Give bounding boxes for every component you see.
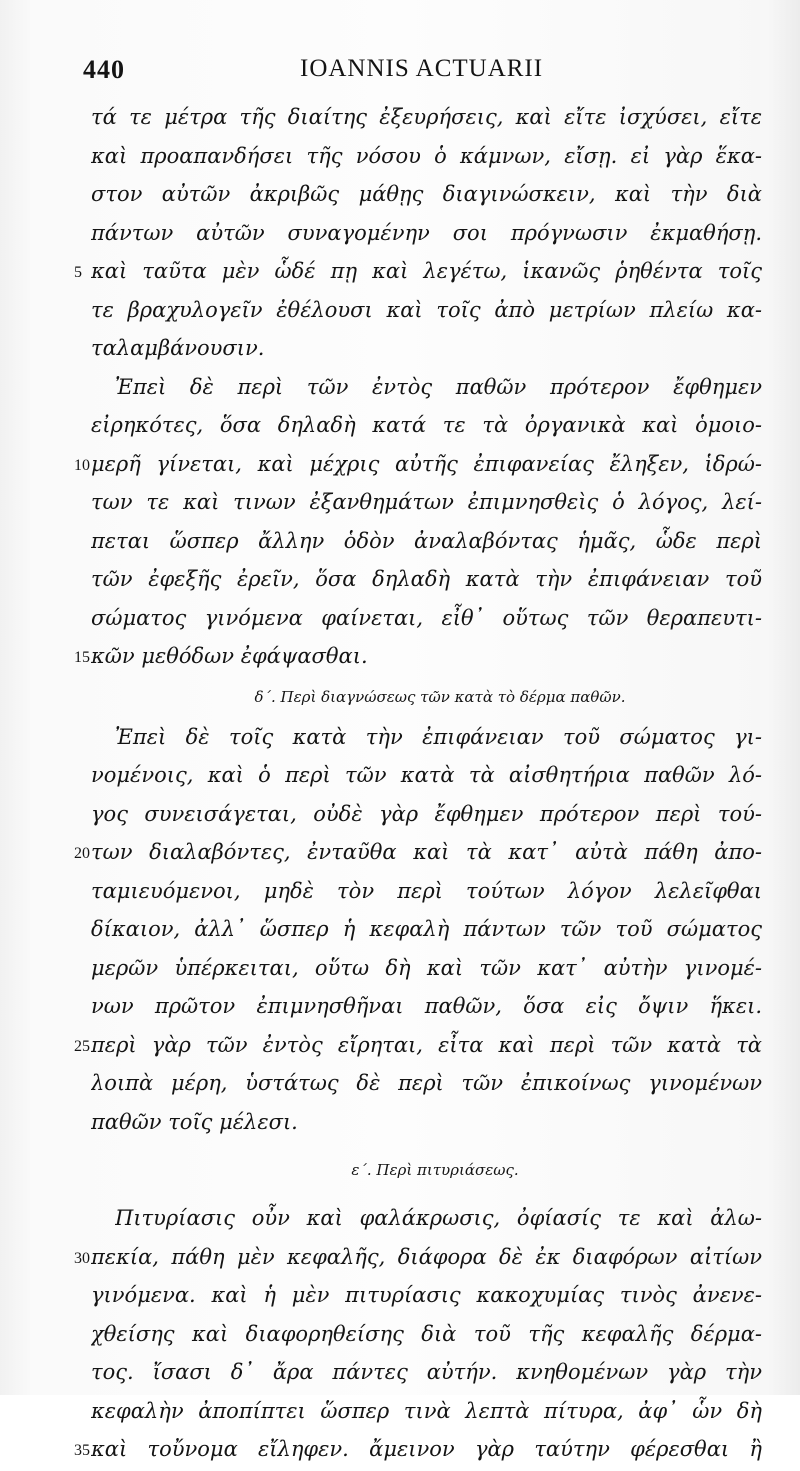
text-line <box>0 1064 800 1103</box>
text-line <box>0 718 800 757</box>
line-text: Ἐπεὶ δὲ περὶ τῶν ἐντὸς παθῶν πρότερον ἔφθημεν <box>115 374 762 399</box>
text-line <box>0 483 800 522</box>
text-line <box>0 795 800 834</box>
line-text: μερῶν ὑπέρκειται, οὕτω δὴ καὶ τῶν κατ᾽ αὐτὴν γινομέ- <box>91 955 762 980</box>
text-line <box>0 329 800 368</box>
line-text: τῶν ἐφεξῆς ἐρεῖν, ὅσα δηλαδὴ κατὰ τὴν ἐπιφάνειαν τοῦ <box>91 567 762 591</box>
text-line <box>0 137 800 176</box>
text-line <box>0 599 800 638</box>
text-line <box>0 522 800 561</box>
text-line <box>0 872 800 911</box>
line-number: 10 <box>74 456 90 474</box>
text-line <box>0 1199 800 1238</box>
line-text: πεκία, πάθη μὲν κεφαλῆς, διάφορα δὲ ἐκ διαφόρων αἰτίων <box>91 1244 762 1269</box>
line-text: περὶ γὰρ τῶν ἐντὸς εἴρηται, εἶτα καὶ περὶ τῶν κατὰ τὰ <box>91 1032 762 1057</box>
running-title: IOANNIS ACTUARII <box>300 55 544 82</box>
line-text: πάντων αὐτῶν συναγομένην σοι πρόγνωσιν ἐκμαθήσῃ. <box>91 220 762 245</box>
line-number: 35 <box>74 1442 90 1459</box>
line-text: τά τε μέτρα τῆς διαίτης ἐξευρήσεις, καὶ εἴτε ἰσχύσει, εἴτε <box>91 105 762 129</box>
text-line <box>0 987 800 1026</box>
line-text: των τε καὶ τινων ἐξανθημάτων ἐπιμνησθεὶς ὁ λόγος, λεί- <box>91 490 762 514</box>
text-line <box>0 949 800 988</box>
section-heading-text: ε΄. Περὶ πιτυριάσεως. <box>351 1161 519 1179</box>
line-text: λοιπὰ μέρη, ὑστάτως δὲ περὶ τῶν ἐπικοίνως γινομένων <box>91 1071 762 1095</box>
line-text: σώματος γινόμενα φαίνεται, εἶθ᾽ οὕτως τῶν θεραπευτι- <box>91 605 762 630</box>
line-number: 20 <box>74 845 90 862</box>
line-text: στον αὐτῶν ἀκριβῶς μάθῃς διαγινώσκειν, καὶ τὴν διὰ <box>91 182 762 206</box>
line-text: τε βραχυλογεῖν ἐθέλουσι καὶ τοῖς ἀπὸ μετρίων πλείω κα- <box>91 297 762 322</box>
line-text: πεται ὥσπερ ἄλλην ὁδὸν ἀναλαβόντας ἡμᾶς, ὧδε περὶ <box>91 528 762 553</box>
line-text: τος. ἴσασι δ᾽ ἄρα πάντες αὐτήν. κνηθομένων γὰρ τὴν <box>91 1360 762 1384</box>
text-line <box>0 1276 800 1315</box>
text-line <box>0 252 800 291</box>
section-gap <box>0 1141 800 1149</box>
line-text: γος συνεισάγεται, οὐδὲ γὰρ ἔφθημεν πρότερον περὶ τού- <box>91 801 762 826</box>
section-heading <box>0 676 800 718</box>
page-number: 440 <box>83 55 125 84</box>
section-gap <box>0 1191 800 1199</box>
text-line <box>0 214 800 253</box>
line-number: 25 <box>74 1037 90 1055</box>
line-text: καὶ ταῦτα μὲν ὧδέ πῃ καὶ λεγέτω, ἱκανῶς ῥηθέντα τοῖς <box>91 259 762 283</box>
text-line <box>0 756 800 795</box>
line-text: παθῶν τοῖς μέλεσι. <box>91 1109 298 1134</box>
line-text: εἰρηκότες, ὅσα δηλαδὴ κατά τε τὰ ὀργανικὰ καὶ ὁμοιο- <box>91 413 762 437</box>
text-line <box>0 637 800 676</box>
section-heading-text: δ΄. Περὶ διαγνώσεως τῶν κατὰ τὸ δέρμα παθῶν. <box>254 687 626 706</box>
line-text: νων πρῶτον ἐπιμνησθῆναι παθῶν, ὅσα εἰς ὄψιν ἥκει. <box>91 994 762 1018</box>
greek-text-body <box>0 98 800 1469</box>
text-line <box>0 1026 800 1065</box>
line-text: νομένοις, καὶ ὁ περὶ τῶν κατὰ τὰ αἰσθητήρια παθῶν λό- <box>91 763 762 787</box>
line-text: των διαλαβόντες, ἐνταῦθα καὶ τὰ κατ᾽ αὐτὰ πάθη ἀπο- <box>91 840 762 864</box>
line-text: μερῆ γίνεται, καὶ μέχρις αὐτῆς ἐπιφανείας ἔληξεν, ἱδρώ- <box>91 451 762 476</box>
section-heading <box>0 1149 800 1191</box>
line-text: κῶν μεθόδων ἐφάψασθαι. <box>91 644 368 668</box>
line-text: Πιτυρίασις οὖν καὶ φαλάκρωσις, ὀφίασίς τε καὶ ἀλω- <box>115 1206 762 1230</box>
text-line <box>0 1392 800 1431</box>
text-line <box>0 1315 800 1354</box>
text-line <box>0 368 800 407</box>
text-line <box>0 1430 800 1469</box>
text-line <box>0 1238 800 1277</box>
text-line <box>0 560 800 599</box>
line-number: 5 <box>74 264 82 281</box>
text-line <box>0 445 800 484</box>
text-line <box>0 833 800 872</box>
line-text: καὶ τοὔνομα εἴληφεν. ἄμεινον γὰρ ταύτην φέρεσθαι ἢ <box>91 1437 762 1461</box>
line-text: δίκαιον, ἀλλ᾽ ὥσπερ ἡ κεφαλὴ πάντων τῶν τοῦ σώματος <box>91 917 762 941</box>
text-line <box>0 910 800 949</box>
text-line <box>0 291 800 330</box>
page-header <box>0 55 800 89</box>
line-text: ταλαμβάνουσιν. <box>91 336 265 360</box>
line-text: ταμιευόμενοι, μηδὲ τὸν περὶ τούτων λόγον λελεῖφθαι <box>91 878 762 903</box>
text-line <box>0 406 800 445</box>
line-text: καὶ προαπανδήσει τῆς νόσου ὁ κάμνων, εἴσῃ. εἰ γὰρ ἕκα- <box>91 143 762 168</box>
line-text: κεφαλὴν ἀποπίπτει ὥσπερ τινὰ λεπτὰ πίτυρα, ἀφ᾽ ὧν δὴ <box>91 1398 762 1423</box>
line-text: χθείσης καὶ διαφορηθείσης διὰ τοῦ τῆς κεφαλῆς δέρμα- <box>91 1321 762 1346</box>
line-text: γινόμενα. καὶ ἡ μὲν πιτυρίασις κακοχυμίας τινὸς ἀνενε- <box>91 1283 762 1307</box>
text-line <box>0 175 800 214</box>
text-line <box>0 1103 800 1142</box>
line-text: Ἐπεὶ δὲ τοῖς κατὰ τὴν ἐπιφάνειαν τοῦ σώματος γι- <box>115 724 762 749</box>
line-number: 30 <box>74 1249 90 1267</box>
text-line <box>0 98 800 137</box>
text-line <box>0 1353 800 1392</box>
line-number: 15 <box>74 649 90 666</box>
